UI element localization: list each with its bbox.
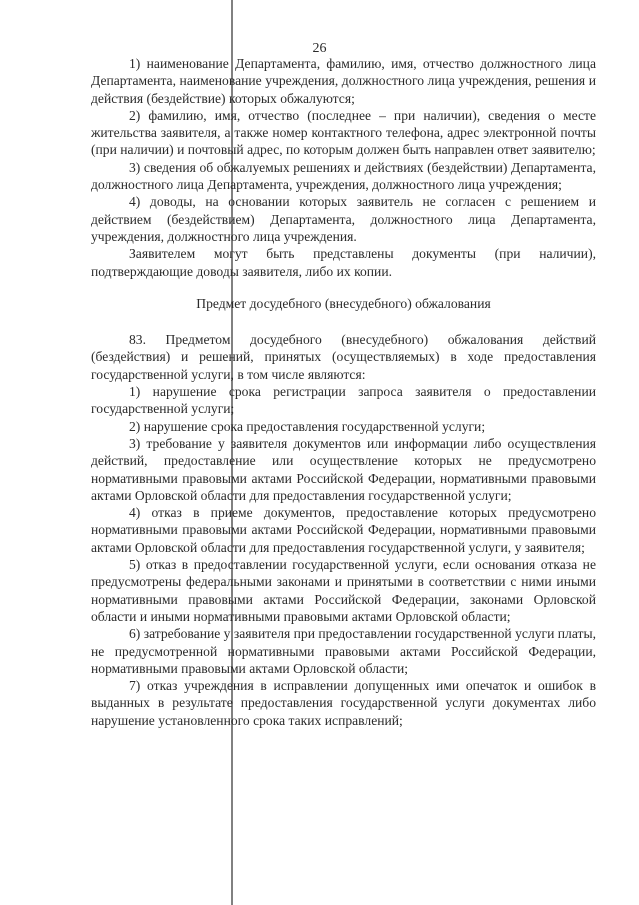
list-item-7: 7) отказ учреждения в исправлении допущенных ими опечаток и ошибок в выданных в результате предоставления государственной услуги документах либо нарушение установленного срока таких исправлений; — [91, 678, 596, 728]
paragraph-item-3: 3) сведения об обжалуемых решениях и действиях (бездействии) Департамента, должностного лица Департамента, учреждения, должностного лица учреждения; — [91, 159, 596, 193]
list-item-2: 2) нарушение срока предоставления государственной услуги; — [129, 418, 486, 434]
list-item-3: 3) требование у заявителя документов или информации либо осуществления действий, предоставление или осуществление которых не предусмотрено нормативными правовыми актами Российской Федерации, нормативными правовыми актами Орловской области для предоставления государственной услуги; — [91, 435, 596, 503]
paragraph-item-2: 2) фамилию, имя, отчество (последнее – при наличии), сведения о месте жительства заявителя, а также номер контактного телефона, адрес электронной почты (при наличии) и почтовый адрес, по которым должен быть направлен ответ заявителю; — [91, 107, 596, 158]
page-number: 26 — [312, 41, 327, 56]
list-item-5: 5) отказ в предоставлении государственной услуги, если основания отказа не предусмотрены федеральными законами и принятыми в соответствии с ними иными нормативными правовыми актами Российской Федерации, законами Орловской области и иными нормативными правовыми актами Орловской области; — [91, 557, 596, 624]
paragraph-item-1: 1) наименование Департамента, фамилию, имя, отчество должностного лица Департамента, наименование учреждения, должностного лица учреждения, решения и действия (бездействие) которых обжалуются; — [91, 56, 596, 106]
paragraph-83-intro: 83. Предметом досудебного (внесудебного) обжалования действий (бездействия) и решений, принятых (осуществляемых) в ходе предоставления государственной услуги, в том числе являются: — [91, 332, 596, 382]
list-item-4: 4) отказ в приеме документов, предоставление которых предусмотрено нормативными правовыми актами Российской Федерации, нормативными правовыми актами Орловской области для предоставления государственной услуги, у заявителя; — [91, 505, 596, 555]
paragraph-documents-note: Заявителем могут быть представлены документы (при наличии), подтверждающие доводы заявителя, либо их копии. — [91, 246, 596, 279]
list-item-6: 6) затребование у заявителя при предоставлении государственной услуги платы, не предусмотренной нормативными правовыми актами Российской Федерации, нормативными правовыми актами Орловской области; — [91, 626, 596, 676]
list-item-1: 1) нарушение срока регистрации запроса заявителя о предоставлении государственной услуги; — [91, 384, 596, 417]
document-body — [91, 55, 596, 729]
paragraph-item-4: 4) доводы, на основании которых заявитель не согласен с решением и действием (бездействием) Департамента, должностного лица Департамента, учреждения, должностного лица учреждения. — [91, 194, 596, 244]
section-heading: Предмет досудебного (внесудебного) обжалования — [196, 295, 491, 311]
